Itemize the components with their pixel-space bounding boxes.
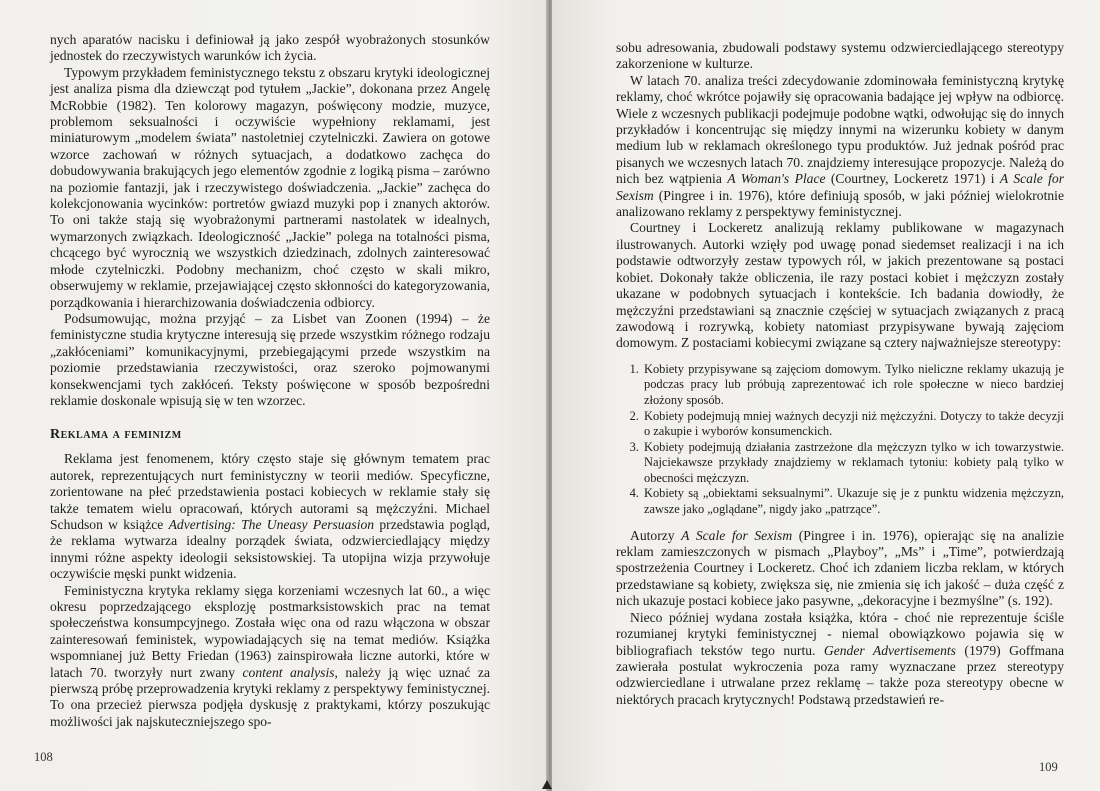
section-heading: Reklama a feminizm [50, 427, 182, 443]
left-page [0, 0, 548, 791]
left-paragraph-2: Typowym przykładem feministycznego tekstu z obszaru krytyki ideologicznej jest analiza pisma dla dziewcząt pod tytułem „Jackie”, dokonana przez Angelę McRobbie (1982). Ten kolorowy magazyn, poświęcony modzie, muzyce, problemom seksualności i oczywiście wypełniony reklamami, jest miniaturowym „modelem świata” nastoletniej czytelniczki. Zawiera on gotowe wzorce zachowań w różnych sytuacjach, a dodatkowo zachęca do dobudowywania brakujących jego elementów zgodnie z logiką pisma – zarówno na poziomie fantazji, jak i rzeczywistego doświadczenia. „Jackie” zachęca do kolekcjonowania wycinków: portretów gwiazd muzyki pop i znanych aktorów. To oni także stają się wyobrażonymi partnerami nastolatek w idealnych, wymarzonych związkach. Ideologiczność „Jackie” polega na totalności pisma, chcącego być wyrocznią we wszystkich dziedzinach, zdolnych zainteresować młode czytelniczki. Podobny mechanizm, choć często w skali mikro, obserwujemy w reklamie, przejawiającej często skłonności do kategoryzowania, porządkowania i hierarchizowania doświadczenia odbiorcy. [50, 64, 490, 310]
right-paragraph-1: sobu adresowania, zbudowali podstawy systemu odzwierciedlającego stereotypy zakorzenione w kulturze. [616, 40, 1064, 72]
text-run: (Pingree i in. 1976), które definiują sposób, w jaki później wielokrotnie analizowano reklamy z perspektywy feministycznej. [616, 187, 1064, 220]
spine-arrow-icon [542, 780, 552, 789]
list-item: 1. Kobiety przypisywane są zajęciom domowym. Tylko nieliczne reklamy ukazują je podczas pracy lub próbują zaprezentować ich role społeczne w nieco bardziej złożony sposób. [642, 362, 1064, 409]
term-italic: content analysis [242, 664, 335, 680]
text-run: Nieco później wydana została książka, która - choć nie reprezentuje ściśle rozumianej krytyki feministycznej - niemal obowiązkowo pojawia się w bibliografiach tekstów tego nurtu. [616, 609, 1064, 658]
right-paragraph-5 [616, 610, 1064, 708]
text-run: , należy ją więc uznać za pierwszą próbę przeprowadzenia krytyki reklamy z perspektywy feministycznej. To ona przecież pierwsza podjęła dyskusję z praktykami, którzy poszukując możliwości jak najskuteczniejszego spo- [50, 664, 490, 729]
right-text-column [616, 40, 1064, 708]
right-paragraph-3: Courtney i Lockeretz analizują reklamy publikowane w magazynach ilustrowanych. Autorki wzięły pod uwagę ponad siedemset realizacji i na ich podstawie odtworzyły zestaw typowych ról, w jakich prezentowane są postaci kobiet. Dokonały także obliczenia, ile razy postaci kobiet i mężczyzn zostały ukazane w podobnych sytuacjach i kontekście. Ich badania dowiodły, że mężczyźni przedstawiani są znacznie częściej w sytuacjach związanych z pracą zawodową i rozrywką, kobiety natomiast przypisywane bywają zajęciom domowym. Z postaciami kobiecymi związane są cztery najważniejsze stereotypy: [616, 220, 1064, 351]
text-run: Reklama jest fenomenem, który często staje się głównym tematem prac autorek, reprezentujących nurt feministyczny w teorii mediów. Specyficzne, zorientowane na płeć przedstawienia postaci kobiecych w reklamie stały się także tematem wielu opracowań, których autorami są mężczyźni. Michael Schudson w książce [50, 451, 490, 532]
list-item: 2. Kobiety podejmują mniej ważnych decyzji niż mężczyźni. Dotyczy to także decyzji o zakupie i wyborów konsumenckich. [642, 409, 1064, 440]
list-item: 4. Kobiety są „obiektami seksualnymi”. Ukazuje się je z punktu widzenia mężczyzn, zawsze jako „oglądane”, nigdy jako „patrzące”. [642, 486, 1064, 517]
left-section-paragraph-1 [50, 451, 490, 582]
left-text-column [50, 32, 490, 730]
left-paragraph-1: nych aparatów nacisku i definiował ją jako zespół wyobrażonych stosunków jednostek do rzeczywistych warunków ich życia. [50, 32, 490, 64]
left-paragraph-3: Podsumowując, można przyjąć – za Lisbet van Zoonen (1994) – że feministyczne studia krytyczne interesują się przede wszystkim różnego rodzaju „zakłóceniami” komunikacyjnymi, przebiegającymi przede wszystkim na poziomie przedstawiania rzeczywistości, oraz szeroko pojmowanymi konsekwencjami tych zakłóceń. Teksty poświęcone w sposób bezpośredni reklamie doskonale wpisują się w ten wzorzec. [50, 310, 490, 408]
page-number-right: 109 [1039, 760, 1058, 774]
text-run: Autorzy [630, 527, 682, 543]
list-item: 3. Kobiety podejmują działania zastrzeżone dla mężczyzn tylko w ich towarzystwie. Najciekawsze przykłady znajdziemy w reklamach tytoniu: kobiety palą tylko w obecności mężczyzn. [642, 440, 1064, 487]
text-run: (1979) Goffmana zawierała postulat wykroczenia poza ramy wyznaczane przez stereotypy odzwierciedlane i utrwalane przez reklamę – także poza stereotypy obecne w niektórych pracach krytycznych! Podstawą przedstawień re- [616, 642, 1064, 707]
text-run: (Pingree i in. 1976), opierając się na analizie reklam zamieszczonych w pismach „Playboy”, „Ms” i „Time”, potwierdzają spostrzeżenia Courtney i Lockeretz. Choć ich zdaniem liczba reklam, w których przedstawiane są kobiety, zwiększa się, nie zmienia się ich jakość – duża część z nich ukazuje postaci kobiece jako pasywne, „dekoracyjne i bezmyślne” (s. 192). [616, 527, 1064, 609]
text-run: (Courtney, Lockeretz 1971) i [825, 171, 1000, 187]
book-title: Gender Advertisements [823, 642, 956, 658]
right-paragraph-2 [616, 73, 1064, 221]
text-run: W latach 70. analiza treści zdecydowanie zdominowała feministyczną krytykę reklamy, choć wkrótce pojawiły się opracowania badające jej wpływ na odbiorcę. Wiele z wczesnych publikacji podejmuje podobne wątki, odwołując się do innych przykładów i koncentrując się między innymi na wizerunku kobiety w danym medium lub w reklamach określonego typu produktów. Już jednak pośród prac pisanych we wczesnych latach 70. znajdziemy interesujące propozycje. Należą do nich bez wątpienia [616, 72, 1064, 187]
left-section-paragraph-2 [50, 583, 490, 731]
text-run: przedstawia pogląd, że reklama wytwarza idealny porządek świata, odzwierciedlający między innymi różne aspekty ideologii seksistowskiej. Ta utopijna wizja przywołuje oczywiście męski punkt widzenia. [50, 516, 490, 582]
right-paragraph-4 [616, 528, 1064, 610]
page-number-left: 108 [34, 750, 53, 764]
book-title: A Scale for Sexism [616, 171, 1065, 203]
right-page [552, 0, 1100, 791]
text-run: Feministyczna krytyka reklamy sięga korzeniami wczesnych lat 60., a więc okresu poprzedzającego eksplozję postmarksistowskich prac na temat społeczeństwa konsumpcyjnego. Została więc ona od razu włączona w obszar zainteresowań feministek, wypowiadających się na temat mediów. Książka wspomnianej już Betty Friedan (1963) zainspirowała liczne autorki, które w latach 70. tworzyły nurt zwany [50, 582, 490, 680]
book-title: A Woman's Place [727, 171, 826, 187]
stereotypes-list [616, 362, 1064, 518]
book-title: Advertising: The Uneasy Persuasion [168, 516, 375, 532]
book-title: A Scale for Sexism [681, 527, 793, 543]
